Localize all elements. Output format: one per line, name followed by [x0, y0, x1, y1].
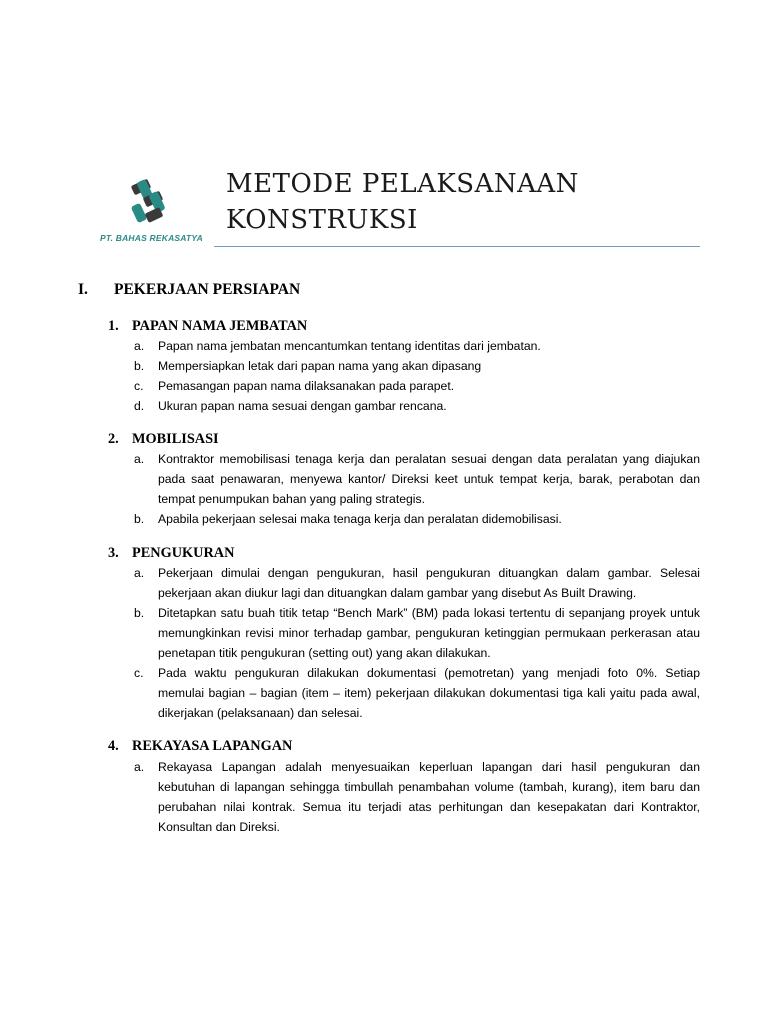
- item-marker: a.: [134, 452, 145, 466]
- list-item: [134, 663, 700, 723]
- title-divider: [214, 246, 700, 247]
- list-item: [134, 396, 700, 416]
- list-item: [134, 336, 700, 356]
- section-heading: [78, 281, 300, 299]
- subsection-heading-rekayasa-lapangan: [108, 738, 292, 755]
- section-title: PEKERJAAN PERSIAPAN: [114, 281, 301, 298]
- item-text: Rekayasa Lapangan adalah menyesuaikan keperluan lapangan dari hasil pengukuran dan kebutuhan di lapangan sehingga timbullah penambahan volume (tambah, kurang), item baru dan perubahan nilai kontrak. Semua itu terjadi atas perhitungan dan kesepakatan dari Kontraktor, Konsultan dan Direksi.: [158, 760, 700, 834]
- item-text: Kontraktor memobilisasi tenaga kerja dan peralatan sesuai dengan data peralatan yang diajukan pada saat penawaran, menyewa kantor/ Direksi keet untuk tempat kerja, barak, perabotan dan tempat penumpukan bahan yang paling strategis.: [158, 452, 700, 506]
- title-line-2: KONSTRUKSI: [226, 205, 418, 235]
- company-logo: [100, 178, 204, 244]
- subsection-heading-mobilisasi: [108, 431, 219, 448]
- subsection-title: REKAYASA LAPANGAN: [132, 738, 293, 754]
- item-text: Papan nama jembatan mencantumkan tentang identitas dari jembatan.: [158, 339, 541, 353]
- item-text: Ditetapkan satu buah titik tetap “Bench Mark” (BM) pada lokasi tertentu di sepanjang proyek untuk memungkinkan revisi minor terhadap gambar, pengukuran ketinggian permukaan perkerasan atau penetapan titik pengukuran (setting out) yang akan dilakukan.: [158, 606, 700, 660]
- item-text: Apabila pekerjaan selesai maka tenaga kerja dan peralatan didemobilisasi.: [158, 512, 562, 526]
- item-text: Pemasangan papan nama dilaksanakan pada parapet.: [158, 379, 455, 393]
- list-item: [134, 563, 700, 603]
- item-marker: a.: [134, 339, 145, 353]
- list-item: [134, 356, 700, 376]
- subsection-number: 3.: [108, 545, 119, 561]
- subsection-list-mobilisasi: [134, 449, 700, 529]
- item-marker: b.: [134, 512, 145, 526]
- subsection-list-pengukuran: [134, 563, 700, 723]
- subsection-heading-papan-nama: [108, 318, 307, 335]
- subsection-number: 1.: [108, 318, 119, 334]
- item-marker: b.: [134, 359, 145, 373]
- subsection-title: PENGUKURAN: [132, 545, 235, 561]
- item-marker: d.: [134, 399, 145, 413]
- subsection-list-rekayasa-lapangan: [134, 757, 700, 837]
- list-item: [134, 603, 700, 663]
- item-marker: b.: [134, 606, 145, 620]
- item-marker: a.: [134, 566, 145, 580]
- subsection-heading-pengukuran: [108, 545, 234, 562]
- subsection-number: 4.: [108, 738, 119, 754]
- list-item: [134, 449, 700, 509]
- subsection-title: PAPAN NAMA JEMBATAN: [132, 318, 308, 334]
- item-marker: a.: [134, 760, 145, 774]
- title-line-1: METODE PELAKSANAAN: [226, 169, 579, 199]
- section-number: I.: [78, 281, 88, 298]
- subsection-list-papan-nama: [134, 336, 700, 416]
- company-logo-mark: [128, 178, 176, 230]
- item-marker: c.: [134, 666, 144, 680]
- item-text: Pekerjaan dimulai dengan pengukuran, hasil pengukuran dituangkan dalam gambar. Selesai pekerjaan akan diukur lagi dan dituangkan dalam gambar yang disebut As Built Drawing.: [158, 566, 700, 600]
- item-text: Ukuran papan nama sesuai dengan gambar rencana.: [158, 399, 447, 413]
- item-marker: c.: [134, 379, 144, 393]
- subsection-title: MOBILISASI: [132, 431, 219, 447]
- list-item: [134, 757, 700, 837]
- list-item: [134, 509, 700, 529]
- subsection-number: 2.: [108, 431, 119, 447]
- company-name: PT. BAHAS REKASATYA: [100, 233, 203, 243]
- item-text: Mempersiapkan letak dari papan nama yang akan dipasang: [158, 359, 482, 373]
- document-title: [226, 166, 701, 238]
- item-text: Pada waktu pengukuran dilakukan dokumentasi (pemotretan) yang menjadi foto 0%. Setiap memulai bagian – bagian (item – item) pekerjaan dilakukan dokumentasi tiga kali yaitu pada awal, dikerjakan (pelaksanaan) dan selesai.: [158, 666, 700, 720]
- list-item: [134, 376, 700, 396]
